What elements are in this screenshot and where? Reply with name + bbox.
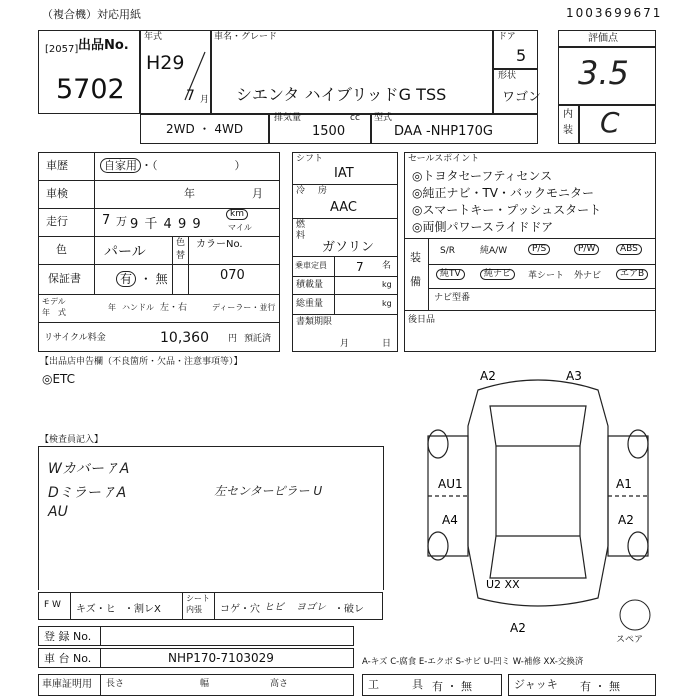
seat-tear: ・破レ bbox=[334, 604, 364, 615]
ac-value: AAC bbox=[330, 200, 357, 215]
displacement-unit: cc bbox=[350, 113, 360, 123]
sales-item: ◎純正ナビ・TV・バックモニター bbox=[412, 186, 595, 200]
dealer-label: ディーラー・並行 bbox=[212, 303, 276, 312]
notes-label: 【出品店申告欄（不良箇所・欠品・注意事項等）】 bbox=[40, 357, 243, 367]
equip-airbag: エアB bbox=[616, 269, 648, 280]
mile-unit: マイル bbox=[228, 223, 252, 232]
inspector-line: Wカバー ｱ A bbox=[48, 461, 130, 477]
name-label: 車名・グレード bbox=[214, 32, 278, 42]
damage-mark: A2 bbox=[510, 621, 526, 635]
equipment-label-1: 装 bbox=[410, 251, 421, 264]
equip-sr: S/R bbox=[440, 246, 455, 256]
grade-label: 評価点 bbox=[588, 33, 618, 44]
inspection-month: 月 bbox=[252, 187, 263, 200]
man-unit: 万 bbox=[116, 215, 127, 228]
wheel-fr bbox=[628, 430, 648, 458]
seat-crack-hand: ヒビ bbox=[264, 602, 284, 613]
rear-window-outline bbox=[490, 536, 586, 578]
load-label: 積載量 bbox=[296, 280, 324, 290]
equip-leather: 革シート bbox=[528, 271, 565, 281]
recycle-label: リサイクル料金 bbox=[44, 333, 106, 343]
fw-crack: ・割レX bbox=[124, 604, 161, 615]
model-year-label-1: モデル bbox=[42, 297, 66, 306]
month-unit: 月 bbox=[200, 95, 210, 105]
color-change-1: 色 bbox=[176, 238, 186, 248]
inspection-label: 車検 bbox=[46, 187, 68, 200]
shift-value: IAT bbox=[334, 166, 354, 181]
damage-mark: A2 bbox=[618, 513, 634, 527]
docs-day: 日 bbox=[382, 339, 392, 349]
history-label: 車歴 bbox=[46, 159, 68, 172]
year-label: 年式 bbox=[144, 32, 163, 42]
damage-mark: A4 bbox=[442, 513, 458, 527]
warranty-rest: ・ 無 bbox=[139, 272, 168, 286]
damage-legend: A-キズ C-腐食 E-エクボ S-サビ U-凹ミ W-補修 XX-交換済 bbox=[362, 657, 584, 667]
reg-label: 登 録 No. bbox=[44, 630, 92, 643]
capacity-label: 乗車定員 bbox=[295, 261, 327, 270]
color-value: パール bbox=[104, 244, 146, 260]
docs-label: 書類期限 bbox=[296, 317, 333, 327]
handle-value: 左・右 bbox=[160, 303, 188, 313]
sales-label: セールスポイント bbox=[408, 154, 480, 164]
tools-value: 有 ・ 無 bbox=[432, 680, 472, 693]
capacity-unit: 名 bbox=[382, 261, 392, 271]
history-rest: ・（ ） bbox=[141, 159, 246, 172]
drive-value: 2WD ・ 4WD bbox=[166, 122, 244, 136]
notes-value: ◎ETC bbox=[42, 372, 76, 386]
seat-label-1: シート bbox=[186, 594, 210, 603]
door-value: 5 bbox=[516, 46, 527, 65]
document-number: 1003699671 bbox=[566, 6, 663, 20]
jack-label: ジャッキ bbox=[514, 678, 558, 691]
cert-label: 車庫証明用 bbox=[42, 679, 92, 690]
equip-tv: 純TV bbox=[436, 269, 465, 280]
lot-number: 5702 bbox=[56, 74, 125, 105]
right-side-outline bbox=[608, 436, 648, 556]
color-label: 色 bbox=[56, 243, 67, 256]
equipment-label-2: 備 bbox=[410, 275, 421, 288]
sales-item: ◎両側パワースライドドア bbox=[412, 220, 554, 234]
cert-length: 長さ bbox=[106, 679, 125, 689]
fuel-value: ガソリン bbox=[322, 240, 375, 255]
shape-value: ワゴン bbox=[502, 90, 542, 105]
recycle-note: 預託済 bbox=[244, 334, 272, 344]
lot-sub-number: [2057] bbox=[45, 44, 79, 55]
equip-pw: P/W bbox=[574, 244, 599, 255]
mileage-man: 7 bbox=[102, 213, 111, 228]
year-value: H29 bbox=[146, 52, 185, 74]
damage-mark: U2 XX bbox=[486, 578, 520, 591]
car-diagram bbox=[408, 366, 668, 636]
interior-label-1: 内 bbox=[563, 109, 573, 120]
model-value: DAA -NHP170G bbox=[394, 124, 493, 139]
fuel-label-1: 燃 bbox=[296, 220, 306, 230]
damage-mark: A2 bbox=[480, 369, 496, 383]
vehicle-name: シエンタ ハイブリッドG TSS bbox=[236, 85, 447, 104]
inspector-line: AU bbox=[48, 504, 68, 520]
month-value: 7 bbox=[186, 88, 195, 104]
sales-item: ◎トヨタセーフティセンス bbox=[412, 169, 553, 183]
inspector-line: Dミラー ｱ A bbox=[48, 485, 127, 501]
interior-grade: C bbox=[600, 106, 620, 139]
handle-label: ハンドル bbox=[122, 303, 154, 312]
car-outline bbox=[468, 380, 608, 606]
seat-burn: コゲ・穴 bbox=[220, 604, 260, 615]
navi-model-label: ナビ型番 bbox=[434, 293, 471, 303]
inspector-right-note: 左センターピラー U bbox=[214, 484, 323, 498]
equip-ext-navi: 外ナビ bbox=[574, 271, 602, 281]
equip-navi: 純ナビ bbox=[480, 269, 515, 280]
displacement-value: 1500 bbox=[312, 124, 346, 139]
fw-label: F W bbox=[44, 600, 61, 610]
shift-label: シフト bbox=[296, 154, 324, 164]
cert-width: 幅 bbox=[200, 679, 210, 689]
load-unit: kg bbox=[382, 280, 392, 289]
fuel-label-2: 料 bbox=[296, 231, 306, 241]
weight-unit: kg bbox=[382, 299, 392, 308]
equip-abs: ABS bbox=[616, 244, 642, 255]
equip-aw: 純A/W bbox=[480, 246, 508, 256]
left-side-outline bbox=[428, 436, 468, 556]
docs-month: 月 bbox=[340, 339, 350, 349]
wheel-fl bbox=[428, 430, 448, 458]
recycle-value: 10,360 bbox=[160, 330, 209, 346]
seat-dirt-hand: ヨゴレ bbox=[296, 602, 326, 613]
grade-score: 3.5 bbox=[578, 54, 629, 92]
model-label: 型式 bbox=[374, 113, 393, 123]
model-year-label-2: 年 式 bbox=[42, 308, 66, 317]
inspector-label: 【検査員記入】 bbox=[40, 435, 104, 445]
mileage-label: 走行 bbox=[46, 215, 68, 228]
sales-item: ◎スマートキー・プッシュスタート bbox=[412, 203, 602, 217]
warranty-yes: 有 bbox=[116, 271, 136, 287]
spare-label: スペア bbox=[616, 635, 644, 645]
ac-label-2: 房 bbox=[318, 186, 328, 196]
equip-ps: P/S bbox=[528, 244, 550, 255]
history-value: 自家用 bbox=[100, 158, 141, 173]
interior-label-2: 装 bbox=[563, 125, 573, 136]
chassis-number: NHP170-7103029 bbox=[168, 651, 274, 665]
cert-height: 高さ bbox=[270, 679, 289, 689]
lot-label: 出品No. bbox=[78, 38, 129, 53]
damage-mark: A3 bbox=[566, 369, 582, 383]
color-change-2: 替 bbox=[176, 251, 186, 261]
inspection-year: 年 bbox=[184, 187, 195, 200]
seat-label-2: 内張 bbox=[186, 605, 202, 614]
tools-label: 工 具 bbox=[368, 678, 423, 691]
chassis-label: 車 台 No. bbox=[44, 652, 92, 665]
recycle-unit: 円 bbox=[228, 334, 238, 344]
color-no-label: カラーNo. bbox=[196, 239, 243, 250]
km-unit: km bbox=[226, 209, 248, 220]
mileage-rest: 9 千 4 9 9 bbox=[130, 217, 202, 232]
hood-outline bbox=[490, 406, 586, 446]
door-label: ドア bbox=[498, 32, 516, 42]
shape-label: 形状 bbox=[498, 71, 517, 81]
color-no-value: 070 bbox=[220, 268, 245, 283]
displacement-label: 排気量 bbox=[274, 113, 302, 123]
model-year-unit: 年 bbox=[108, 303, 116, 312]
fw-scratch: キズ・ヒ bbox=[76, 604, 116, 615]
ac-label-1: 冷 bbox=[296, 186, 306, 196]
warranty-label: 保証書 bbox=[48, 272, 81, 285]
damage-mark: AU1 bbox=[438, 477, 463, 491]
weight-label: 総重量 bbox=[296, 299, 324, 309]
later-items-label: 後日品 bbox=[408, 315, 436, 325]
jack-value: 有 ・ 無 bbox=[580, 680, 620, 693]
damage-mark: A1 bbox=[616, 477, 632, 491]
form-title: （複合機）対応用紙 bbox=[42, 8, 141, 21]
spare-tire-icon bbox=[618, 598, 652, 632]
capacity-value: 7 bbox=[356, 260, 364, 274]
